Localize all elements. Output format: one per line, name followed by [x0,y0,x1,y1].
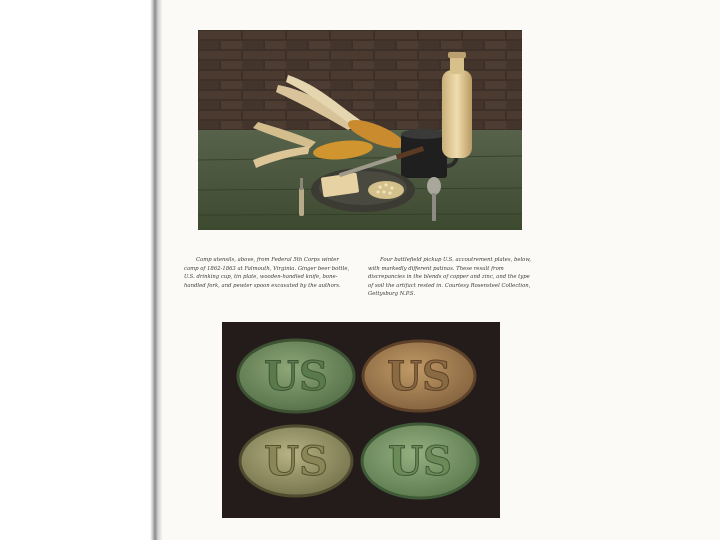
caption-right-text: Four battlefield pickup U.S. accoutrement plates, below, with markedly different patinas. These result from discrepancies in the blends of copper and zinc, and the type of soil the artifact rested in. Courtesy Rosensteel Collection, Gettysburg N.P.S. [368,257,531,298]
tin-plate [311,168,415,212]
caption-accoutrement-plates [368,256,536,299]
camp-utensils-photo [198,30,522,230]
book-gutter [0,0,162,540]
accoutrement-plates-photo [222,322,500,518]
plate-3-letters: US [264,438,328,485]
camp-utensils-illustration [198,30,522,230]
plate-4 [362,424,478,498]
plate-2 [363,341,475,411]
accoutrement-plates-illustration [222,322,500,518]
plate-1 [238,340,354,412]
caption-left-text: Camp utensils, above, from Federal 5th Corps winter camp of 1862-1863 at Falmouth, Virginia. Ginger beer bottle, U.S. drinking cup, tin plate, wooden-handled knife, bone-handled fork, and pewter spoon excavated by the authors. [184,257,350,289]
plate-2-letters: US [387,353,451,400]
plate-3 [240,426,352,496]
plate-4-letters: US [388,438,452,485]
plate-1-letters: US [264,353,328,400]
caption-camp-utensils [184,256,350,290]
